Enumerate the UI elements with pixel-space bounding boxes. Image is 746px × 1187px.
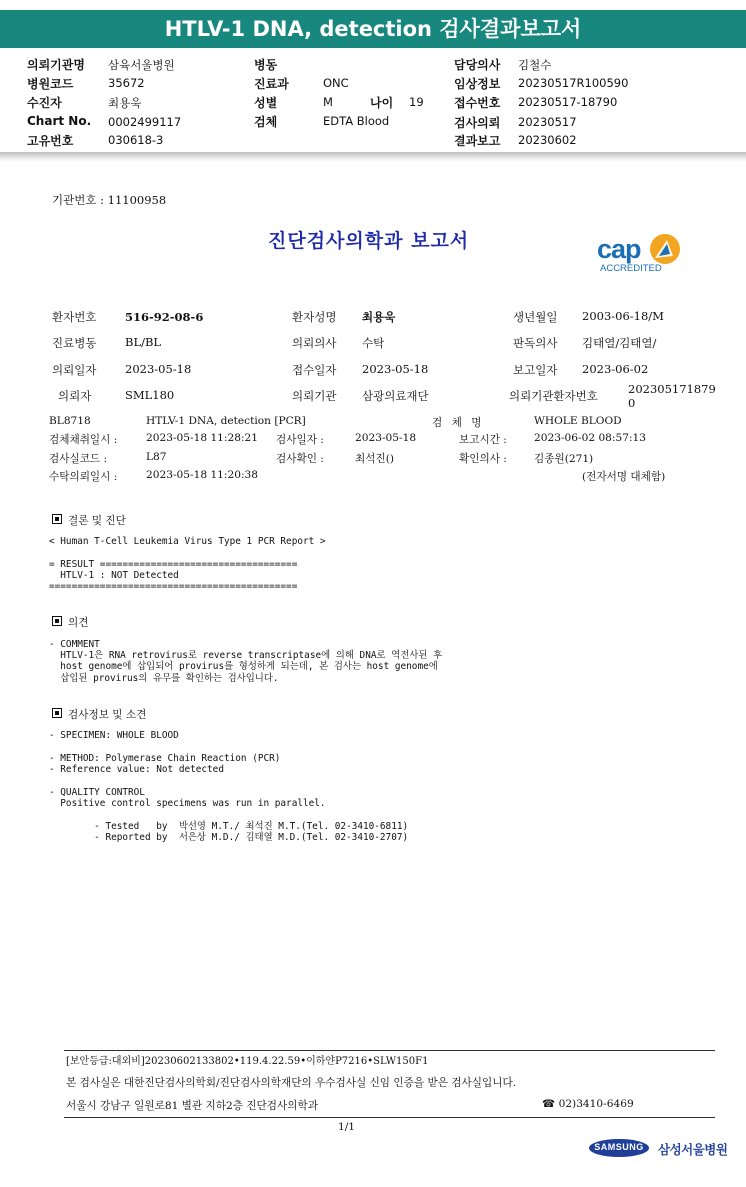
- test-confirm-value: 최석진(): [355, 453, 394, 465]
- comment-head: - COMMENT: [49, 639, 100, 650]
- qc-head: - QUALITY CONTROL: [49, 787, 145, 798]
- report-heading: < Human T-Cell Leukemia Virus Type 1 PCR Report >: [49, 536, 326, 547]
- phone-icon: ☎: [542, 1098, 556, 1110]
- section-bullet-icon: [52, 708, 62, 718]
- doctor-value: 김철수: [518, 58, 552, 72]
- certification-note: 본 검사실은 대한진단검사의학회/진단검사의학재단의 우수검사실 신임 인증을 받은 검사실입니다.: [66, 1077, 517, 1089]
- specimen-label: 검체: [254, 115, 278, 129]
- report-title: 진단검사의학과 보고서: [268, 230, 470, 252]
- samsung-logo-icon: [588, 1138, 650, 1158]
- patient-no-value: 516-92-08-6: [125, 310, 204, 324]
- specimen-value: EDTA Blood: [323, 114, 390, 128]
- security-line: [보안등급:대외비]20230602133802•119.4.22.59•이하얀P7216•SLW150F1: [66, 1056, 429, 1067]
- dob-label: 생년월일: [513, 310, 558, 324]
- section-test-info-heading: 검사정보 및 소견: [52, 707, 146, 722]
- chart-no-value: 0002499117: [108, 115, 182, 129]
- section-conclusion-heading: 결론 및 진단: [52, 513, 126, 528]
- specimen-name-value: WHOLE BLOOD: [534, 415, 622, 427]
- req-doctor-label: 의뢰의사: [292, 336, 337, 350]
- method-line: - METHOD: Polymerase Chain Reaction (PCR): [49, 753, 281, 764]
- cap-logo-text: cap: [597, 234, 641, 264]
- comment-line-1: HTLV-1은 RNA retrovirus로 reverse transcriptase에 의해 DNA로 역전사된 후: [49, 650, 443, 661]
- result-value: HTLV-1 : NOT Detected: [49, 570, 179, 581]
- report-date-value: 2023-06-02: [582, 362, 649, 376]
- lab-code-value: L87: [146, 451, 167, 463]
- clinic-ward-value: BL/BL: [125, 335, 162, 349]
- patient-name-label: 환자성명: [292, 310, 337, 324]
- result-report-label: 결과보고: [454, 134, 501, 148]
- hospital-code-value: 35672: [108, 76, 145, 90]
- section-bullet-icon: [52, 514, 62, 524]
- result-rule: ============================================: [49, 581, 298, 592]
- footer-divider-bottom: [64, 1117, 715, 1118]
- cap-logo-icon: [597, 232, 689, 276]
- req-org-patient-no-label: 의뢰기관환자번호: [509, 389, 598, 403]
- hospital-code-label: 병원코드: [27, 77, 74, 91]
- req-date-value: 2023-05-18: [125, 362, 192, 376]
- collect-time-value: 2023-05-18 11:28:21: [146, 432, 259, 444]
- lab-code-label: 검사실코드 :: [49, 453, 108, 465]
- test-date-value: 2023-05-18: [355, 432, 417, 444]
- lab-phone: ☎ 02)3410-6469: [542, 1098, 634, 1110]
- report-date-label: 보고일자: [513, 363, 558, 377]
- specimen-line: - SPECIMEN: WHOLE BLOOD: [49, 730, 179, 741]
- recipient-label: 수진자: [27, 96, 62, 110]
- unique-no-label: 고유번호: [27, 134, 74, 148]
- req-org-patient-no-value-2: 0: [628, 396, 636, 410]
- report-banner-title: HTLV-1 DNA, detection 검사결과보고서: [0, 10, 746, 48]
- test-confirm-label: 검사확인 :: [276, 453, 324, 465]
- chart-no-label: Chart No.: [27, 114, 92, 128]
- ward-label: 병동: [254, 58, 278, 72]
- clinic-ward-label: 진료병동: [52, 336, 97, 350]
- report-time-label: 보고시간 :: [459, 434, 507, 446]
- requesting-org-value: 삼육서울병원: [108, 58, 175, 72]
- requesting-org-label: 의뢰기관명: [27, 58, 85, 72]
- result-line: = RESULT ===================================: [49, 559, 298, 570]
- req-date-label: 의뢰일자: [52, 363, 97, 377]
- test-date-label: 검사일자 :: [276, 434, 324, 446]
- req-doctor-value: 수탁: [362, 336, 385, 350]
- patient-no-label: 환자번호: [52, 310, 97, 324]
- specimen-name-label: 검 체 명: [432, 417, 485, 429]
- esign-note: (전자서명 대체함): [582, 471, 666, 483]
- clinical-info-label: 임상정보: [454, 77, 501, 91]
- receipt-date-label: 접수일자: [292, 363, 337, 377]
- header-separator: [0, 152, 746, 162]
- test-code: BL8718: [49, 415, 91, 427]
- department-label: 진료과: [254, 77, 289, 91]
- reading-doctor-value: 김태열/김태열/: [582, 336, 657, 350]
- reported-by: - Reported by 서은상 M.D./ 김태열 M.D.(Tel. 02-3410-2707): [49, 832, 409, 843]
- samsung-hospital-name: 삼성서울병원: [658, 1142, 728, 1157]
- department-value: ONC: [323, 76, 349, 90]
- clinical-info-value: 20230517R100590: [518, 76, 629, 90]
- consign-time-value: 2023-05-18 11:20:38: [146, 469, 259, 481]
- test-request-label: 검사의뢰: [454, 116, 501, 130]
- tested-by: - Tested by 박선영 M.T./ 최석진 M.T.(Tel. 02-3410-6811): [49, 821, 409, 832]
- req-org-patient-no-value-1: 202305171879: [628, 382, 716, 396]
- reading-doctor-label: 판독의사: [513, 336, 558, 350]
- qc-body: Positive control specimens was run in parallel.: [49, 798, 326, 809]
- unique-no-value: 030618-3: [108, 133, 164, 147]
- receipt-no-label: 접수번호: [454, 96, 501, 110]
- dob-value: 2003-06-18/M: [582, 309, 664, 323]
- age-label: 나이: [370, 96, 394, 110]
- result-report-value: 20230602: [518, 133, 577, 147]
- samsung-logo-text: SAMSUNG: [594, 1142, 644, 1152]
- comment-line-3: 삽입된 provirus의 유무를 확인하는 검사입니다.: [49, 673, 279, 684]
- section-bullet-icon: [52, 616, 62, 626]
- consign-time-label: 수탁의뢰일시 :: [49, 471, 118, 483]
- receipt-no-value: 20230517-18790: [518, 95, 618, 109]
- reference-line: - Reference value: Not detected: [49, 764, 224, 775]
- report-time-value: 2023-06-02 08:57:13: [534, 432, 647, 444]
- page-number: 1/1: [338, 1121, 356, 1133]
- footer-divider-top: [64, 1050, 715, 1051]
- patient-name-value: 최용욱: [362, 310, 396, 324]
- requester-label: 의뢰자: [58, 389, 92, 403]
- age-value: 19: [409, 95, 424, 109]
- req-org-label: 의뢰기관: [292, 389, 337, 403]
- section-opinion-heading: 의견: [52, 615, 88, 630]
- institution-no-label: 기관번호 : 11100958: [52, 193, 167, 207]
- confirm-doctor-label: 확인의사 :: [459, 453, 507, 465]
- confirm-doctor-value: 김종원(271): [534, 453, 594, 465]
- collect-time-label: 검체채취일시 :: [49, 434, 118, 446]
- requester-value: SML180: [125, 388, 175, 402]
- test-request-value: 20230517: [518, 115, 577, 129]
- receipt-date-value: 2023-05-18: [362, 362, 429, 376]
- comment-line-2: host genome에 삽입되어 provirus를 형성하게 되는데, 본 검사는 host genome에: [49, 661, 438, 672]
- sex-label: 성별: [254, 96, 278, 110]
- test-name: HTLV-1 DNA, detection [PCR]: [146, 415, 306, 427]
- doctor-label: 담당의사: [454, 58, 501, 72]
- lab-address: 서울시 강남구 일원로81 별관 지하2층 진단검사의학과: [66, 1100, 318, 1112]
- recipient-value: 최용욱: [108, 96, 142, 110]
- sex-value: M: [323, 95, 333, 109]
- req-org-value: 삼광의료재단: [362, 389, 429, 403]
- cap-accredited-text: ACCREDITED: [600, 263, 662, 274]
